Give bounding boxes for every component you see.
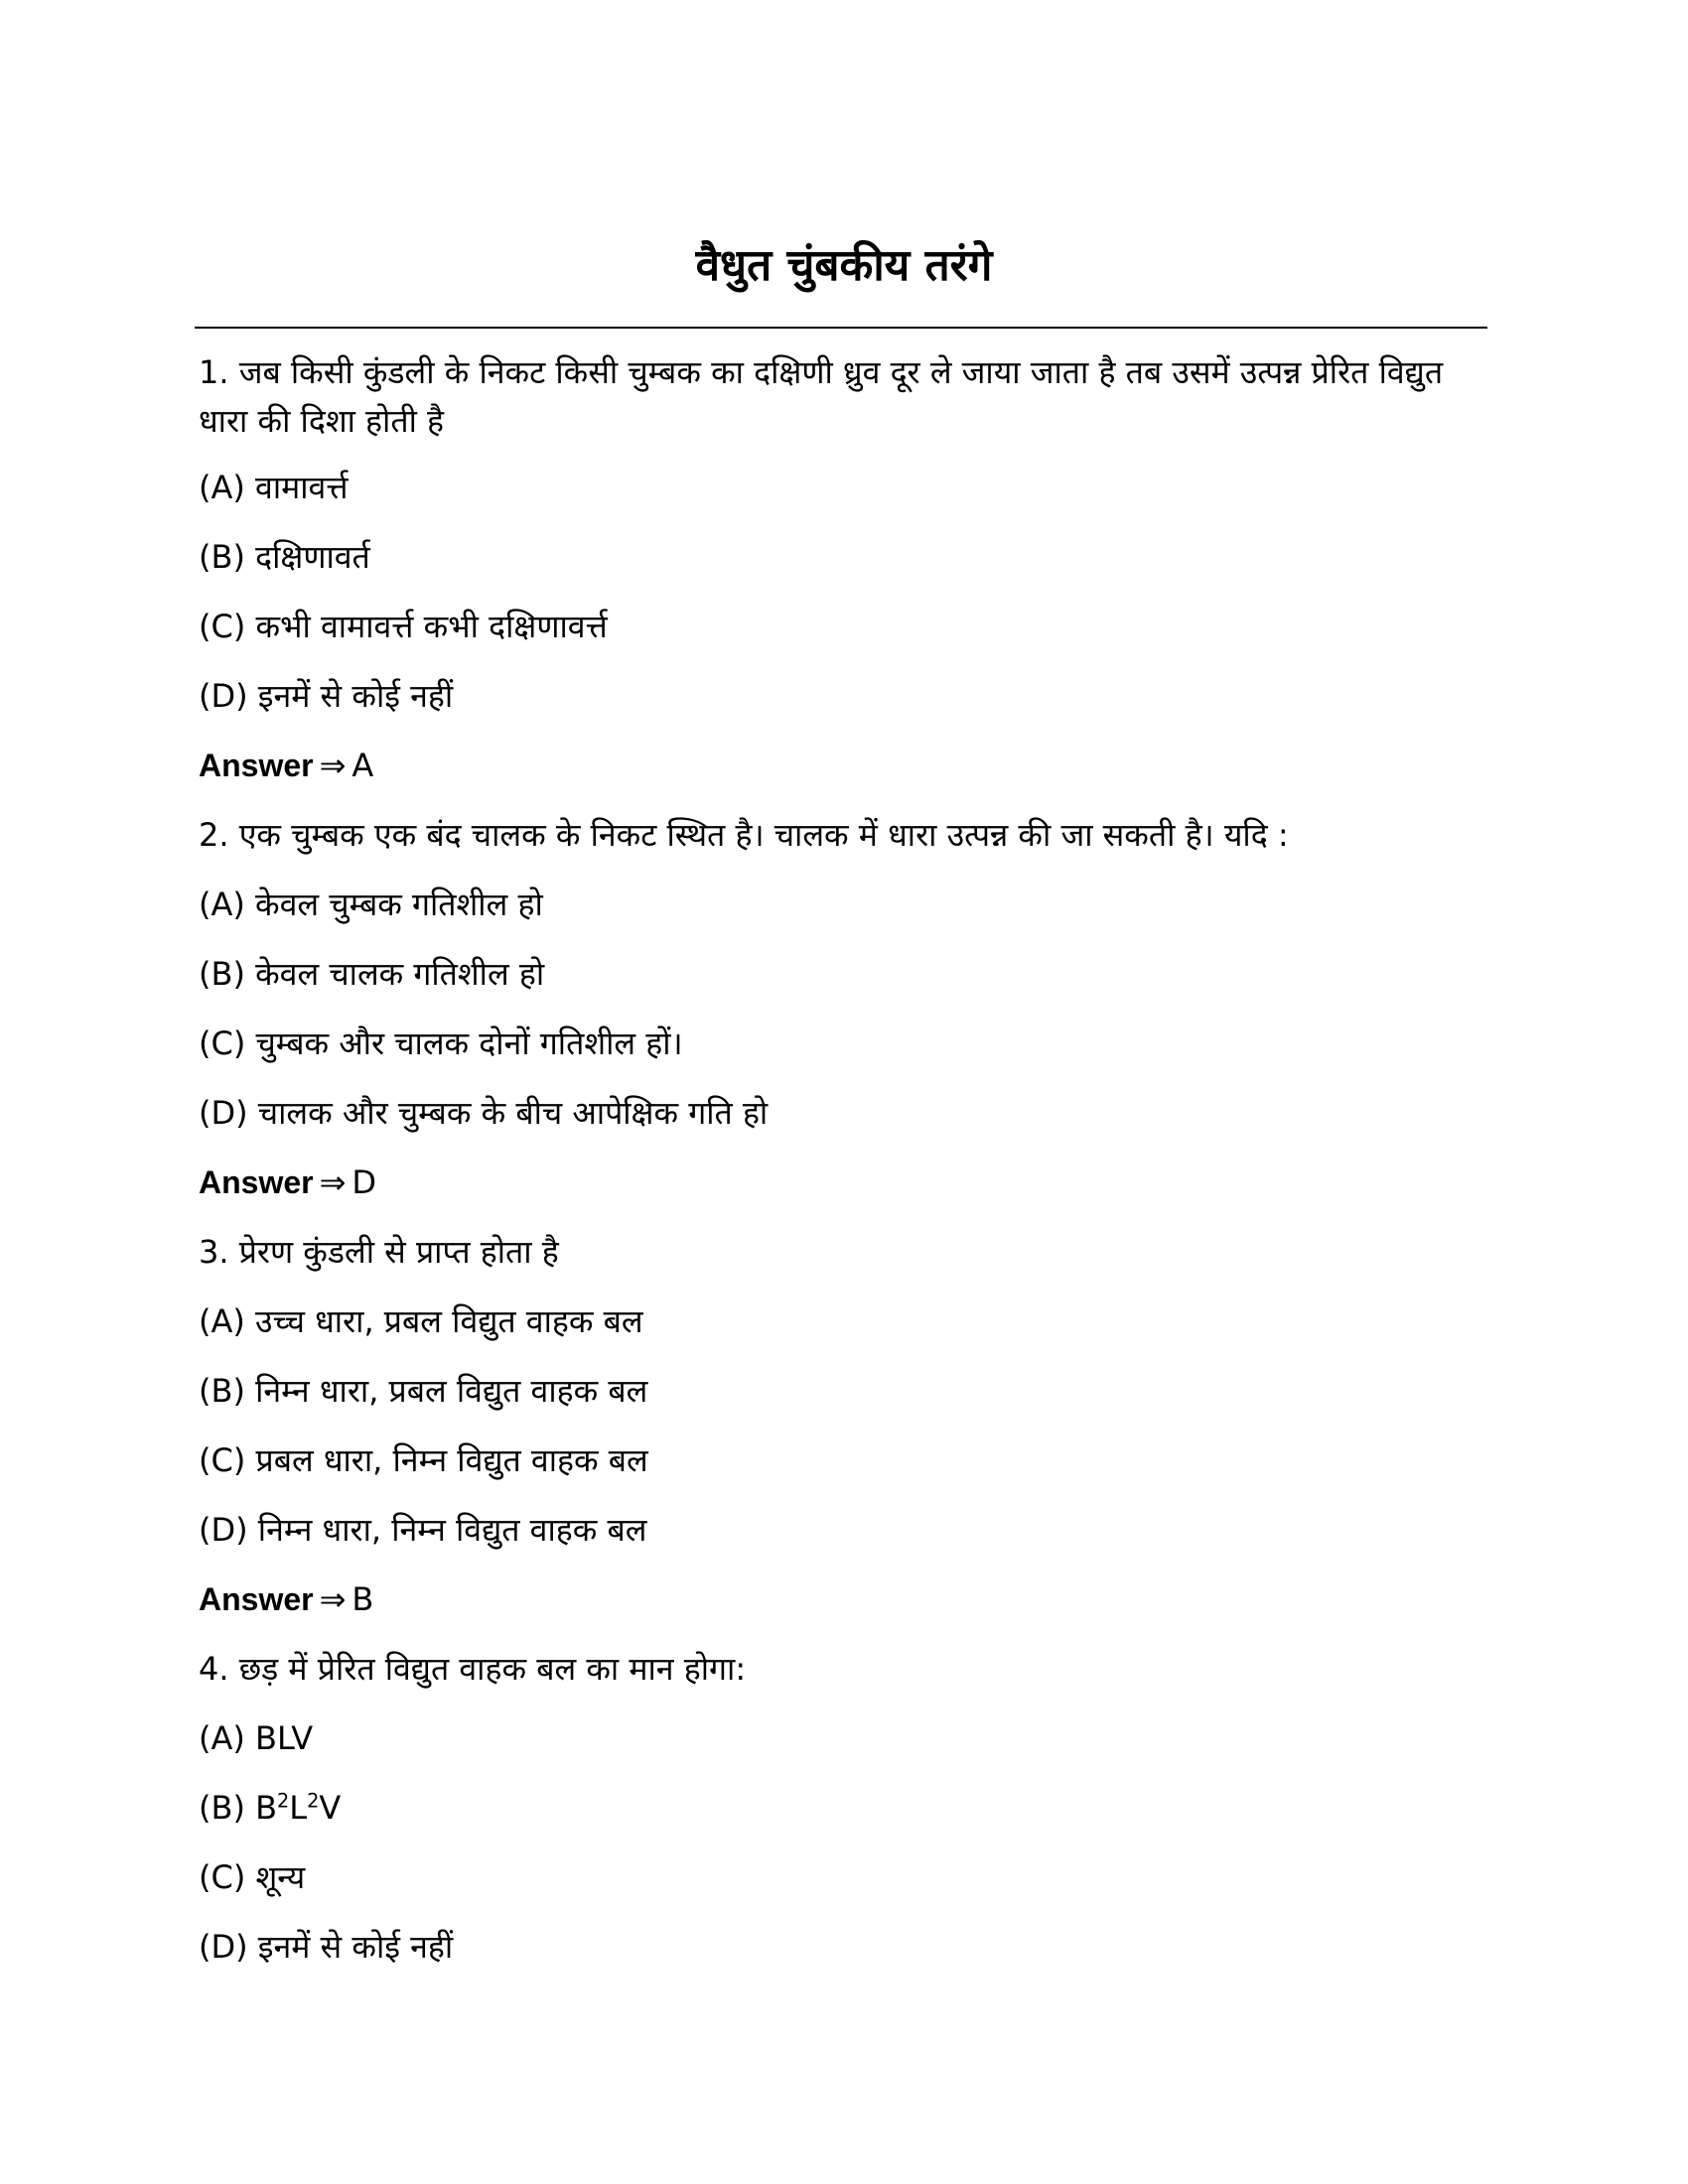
option-b-exponent-2: 2 (307, 1789, 320, 1813)
option-b: (B) निम्न धारा, प्रबल विद्युत वाहक बल (199, 1372, 648, 1410)
option-d: (D) निम्न धारा, निम्न विद्युत वाहक बल (199, 1511, 647, 1549)
option-b (199, 1784, 1489, 1833)
option-c: (C) चुम्बक और चालक दोनों गतिशील हों। (199, 1024, 683, 1062)
option-b: (B) केवल चालक गतिशील हो (199, 955, 545, 993)
answer-line (199, 1159, 1489, 1207)
question-text: 2. एक चुम्बक एक बंद चालक के निकट स्थित है। चालक में धारा उत्पन्न की जा सकती है। यदि : (199, 816, 1289, 854)
option-d: (D) चालक और चुम्बक के बीच आपेक्षिक गति हो (199, 1094, 769, 1132)
answer-value: B (352, 1580, 374, 1618)
answer-label: Answer (199, 1581, 314, 1617)
option-b-suffix: V (319, 1789, 342, 1827)
question-text: 4. छड़ में प्रेरित विद्युत वाहक बल का मान होगा: (199, 1650, 747, 1688)
option-b-exponent-1: 2 (277, 1789, 290, 1813)
option-a: (A) BLV (199, 1719, 314, 1757)
title-divider (195, 327, 1487, 329)
question-text: 3. प्रेरण कुंडली से प्राप्त होता है (199, 1233, 559, 1271)
option-a: (A) केवल चुम्बक गतिशील हो (199, 886, 543, 923)
option-c: (C) प्रबल धारा, निम्न विद्युत वाहक बल (199, 1441, 648, 1479)
option-c: (C) शून्य (199, 1858, 306, 1896)
option-d: (D) इनमें से कोई नहीं (199, 677, 454, 715)
question-block-1 (199, 348, 1489, 790)
page-title: वैधुत चुंबकीय तरंगे (695, 240, 993, 291)
question-block-2 (199, 811, 1489, 1207)
option-a: (A) उच्च धारा, प्रबल विद्युत वाहक बल (199, 1302, 643, 1340)
option-c: (C) कभी वामावर्त्त कभी दक्षिणावर्त्त (199, 608, 608, 645)
answer-arrow: ⇒ (319, 1580, 347, 1618)
answer-value: A (352, 747, 374, 784)
question-list (199, 348, 1489, 1992)
answer-arrow: ⇒ (319, 747, 347, 784)
answer-value: D (352, 1163, 377, 1201)
option-b-prefix: (B) B (199, 1789, 278, 1827)
option-a: (A) वामावर्त्त (199, 469, 349, 506)
answer-label: Answer (199, 1164, 314, 1200)
question-text: 1. जब किसी कुंडली के निकट किसी चुम्बक का दक्षिणी ध्रुव दूर ले जाया जाता है तब उसमें उत्पन्न प्रेरित विद्युत धारा की दिशा होती है (199, 353, 1444, 440)
option-b-mid: L (289, 1789, 308, 1827)
answer-label: Answer (199, 748, 314, 783)
question-block-3 (199, 1228, 1489, 1624)
option-d: (D) इनमें से कोई नहीं (199, 1928, 454, 1966)
question-block-4 (199, 1645, 1489, 1972)
answer-line (199, 1575, 1489, 1624)
answer-line (199, 742, 1489, 790)
option-b: (B) दक्षिणावर्त (199, 538, 370, 576)
answer-arrow: ⇒ (319, 1163, 347, 1201)
